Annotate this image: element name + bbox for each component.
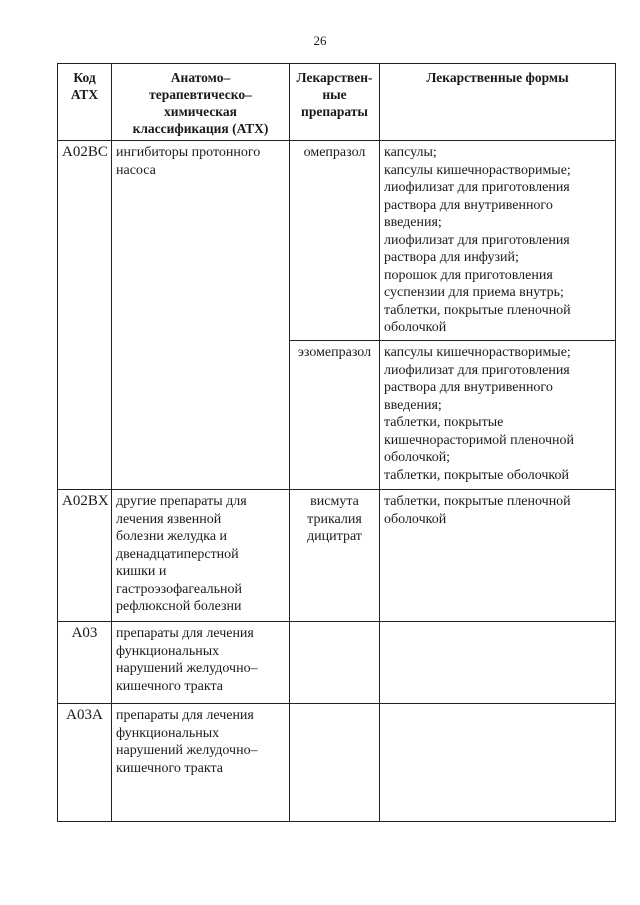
- row-drug: эзомепразол: [290, 341, 380, 490]
- row-forms: таблетки, покрытые пленочной оболочкой: [380, 490, 616, 622]
- row-classification: препараты для лечения функциональных нарушений желудочно– кишечного тракта: [112, 704, 290, 822]
- row-forms: [380, 622, 616, 704]
- row-drug: омепразол: [290, 141, 380, 341]
- table-row: [58, 704, 616, 822]
- header-code: Код АТХ: [58, 64, 112, 141]
- table-row: [58, 622, 616, 704]
- row-code: A03A: [58, 704, 112, 822]
- page-number: 26: [313, 33, 327, 48]
- row-forms: капсулы; капсулы кишечнорастворимые; лиофилизат для приготовления раствора для внутривенного введения; лиофилизат для приготовления раствора для инфузий; порошок для приготовления суспензии для приема внутрь; таблетки, покрытые пленочной оболочкой: [380, 141, 616, 341]
- row-forms: [380, 704, 616, 822]
- row-drug: [290, 622, 380, 704]
- row-classification: другие препараты для лечения язвенной болезни желудка и двенадцатиперстной кишки и гастроэзофагеальной рефлюксной болезни: [112, 490, 290, 622]
- row-classification: ингибиторы протонного насоса: [112, 141, 290, 490]
- header-drugs: Лекарствен- ные препараты: [290, 64, 380, 141]
- row-drug: висмута трикалия дицитрат: [290, 490, 380, 622]
- row-code: A02BX: [58, 490, 112, 622]
- row-forms: капсулы кишечнорастворимые; лиофилизат для приготовления раствора для внутривенного введения; таблетки, покрытые кишечнорасторимой пленочной оболочкой; таблетки, покрытые оболочкой: [380, 341, 616, 490]
- row-drug: [290, 704, 380, 822]
- row-classification: препараты для лечения функциональных нарушений желудочно– кишечного тракта: [112, 622, 290, 704]
- table-row: [58, 490, 616, 622]
- row-code: A03: [58, 622, 112, 704]
- table-header-row: [58, 64, 616, 141]
- table-row: [58, 141, 616, 341]
- header-classification: Анатомо– терапевтическо– химическая классификация (АТХ): [112, 64, 290, 141]
- row-code: A02BC: [58, 141, 112, 490]
- header-forms: Лекарственные формы: [380, 64, 616, 141]
- atx-table: [57, 63, 616, 822]
